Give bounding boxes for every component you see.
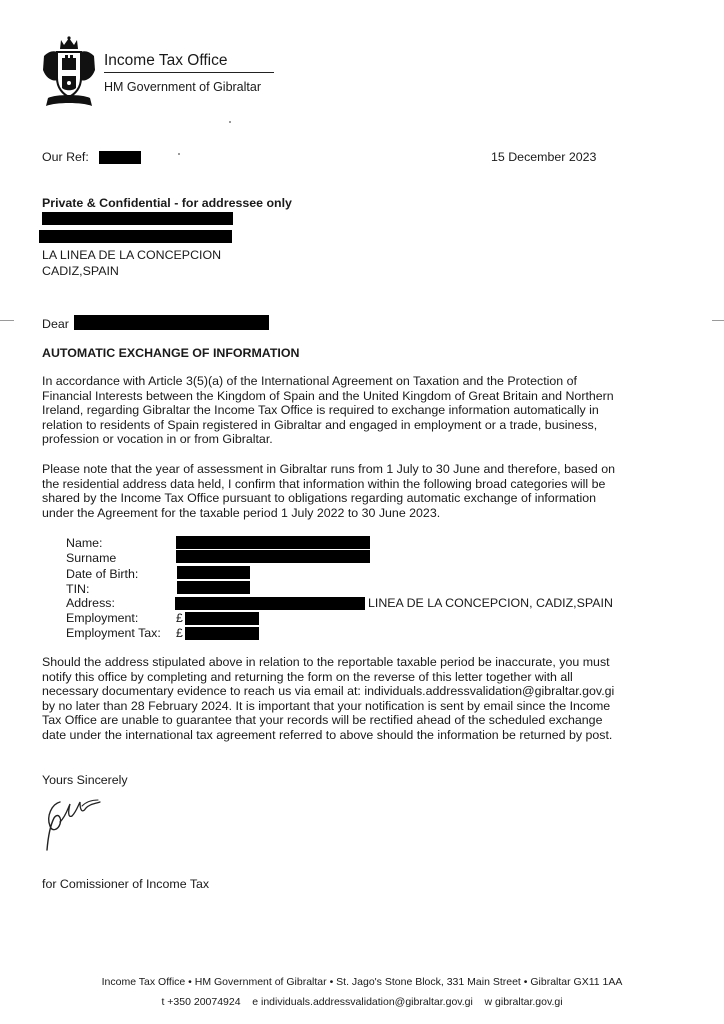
our-ref-label: Our Ref: — [42, 150, 89, 164]
footer-contact — [0, 996, 724, 1008]
footer-phone: t +350 20074924 — [161, 996, 241, 1008]
tin-label: TIN: — [66, 582, 90, 596]
redacted-date-of-birth — [177, 566, 250, 579]
paragraph-address-validation: Should the address stipulated above in relation to the reportable taxable period be inaccurate, you must notify this office by completing and returning the form on the reverse of this letter together with all necessary documentary evidence to reach us via email at: individuals.addressvalidation@gibraltar.gov.gi by no later than 28 February 2024. It is important that your notification is sent by email since the Income Tax Office are unable to guarantee that your records will be rectified ahead of the scheduled exchange date under the international tax agreement referred to above should the information be returned by post. — [42, 655, 615, 742]
redacted-surname — [176, 550, 370, 563]
redacted-recipient-name — [74, 315, 269, 330]
name-label: Name: — [66, 536, 103, 550]
redacted-tin — [177, 581, 250, 594]
address-city: LA LINEA DE LA CONCEPCION — [42, 248, 222, 262]
address-visible-part: LINEA DE LA CONCEPCION, CADIZ,SPAIN — [368, 596, 613, 610]
paragraph-assessment-year: Please note that the year of assessment in Gibraltar runs from 1 July to 30 June and therefore, based on the residential address data held, I confirm that information within the following broad categories will be shared by the Income Tax Office pursuant to obligations regarding automatic exchange of information under the Agreement for the taxable period 1 July 2022 to 30 June 2023. — [42, 462, 616, 520]
employment-currency: £ — [176, 611, 183, 625]
scan-mark — [178, 153, 180, 155]
header-divider — [104, 72, 274, 73]
footer-email[interactable]: e individuals.addressvalidation@gibraltar.gov.gi — [252, 996, 473, 1008]
employment-tax-currency: £ — [176, 626, 183, 640]
redacted-name — [176, 536, 370, 549]
letter-date: 15 December 2023 — [491, 150, 597, 164]
sign-off: Yours Sincerely — [42, 773, 128, 787]
org-subtitle: HM Government of Gibraltar — [104, 80, 261, 94]
redacted-addressee-street — [39, 230, 232, 243]
footer-address: Income Tax Office • HM Government of Gibraltar • St. Jago's Stone Block, 331 Main Street • Gibraltar GX11 1AA — [101, 976, 623, 988]
address-region: CADIZ,SPAIN — [42, 264, 119, 278]
footer-website[interactable]: w gibraltar.gov.gi — [484, 996, 563, 1008]
redacted-addressee-name — [42, 212, 233, 225]
paragraph-legal-basis: In accordance with Article 3(5)(a) of the International Agreement on Taxation and the Protection of Financial Interests between the Kingdom of Spain and the United Kingdom of Great Britain and Northern Ireland, regarding Gibraltar the Income Tax Office is required to exchange information automatically in relation to residents of Spain registered in Gibraltar and engaged in employment or a trade, business, profession or vocation in or from Gibraltar. — [42, 374, 614, 446]
org-name: Income Tax Office — [104, 52, 228, 69]
scan-mark — [712, 320, 724, 321]
subject-heading: AUTOMATIC EXCHANGE OF INFORMATION — [42, 346, 300, 360]
redacted-employment-tax — [185, 627, 259, 640]
greeting: Dear — [42, 317, 69, 331]
surname-label: Surname — [66, 551, 117, 565]
scan-mark — [0, 320, 14, 321]
private-confidential-label: Private & Confidential - for addressee only — [42, 196, 292, 210]
employment-tax-label: Employment Tax: — [66, 626, 161, 640]
redacted-employment — [185, 612, 259, 625]
scan-mark — [229, 121, 231, 123]
signature-icon — [38, 794, 108, 854]
redacted-reference — [99, 151, 141, 164]
date-of-birth-label: Date of Birth: — [66, 567, 139, 581]
address-label: Address: — [66, 596, 115, 610]
employment-label: Employment: — [66, 611, 139, 625]
gibraltar-crest-icon — [40, 36, 98, 110]
redacted-address — [175, 597, 365, 610]
signatory-line: for Comissioner of Income Tax — [42, 877, 210, 891]
